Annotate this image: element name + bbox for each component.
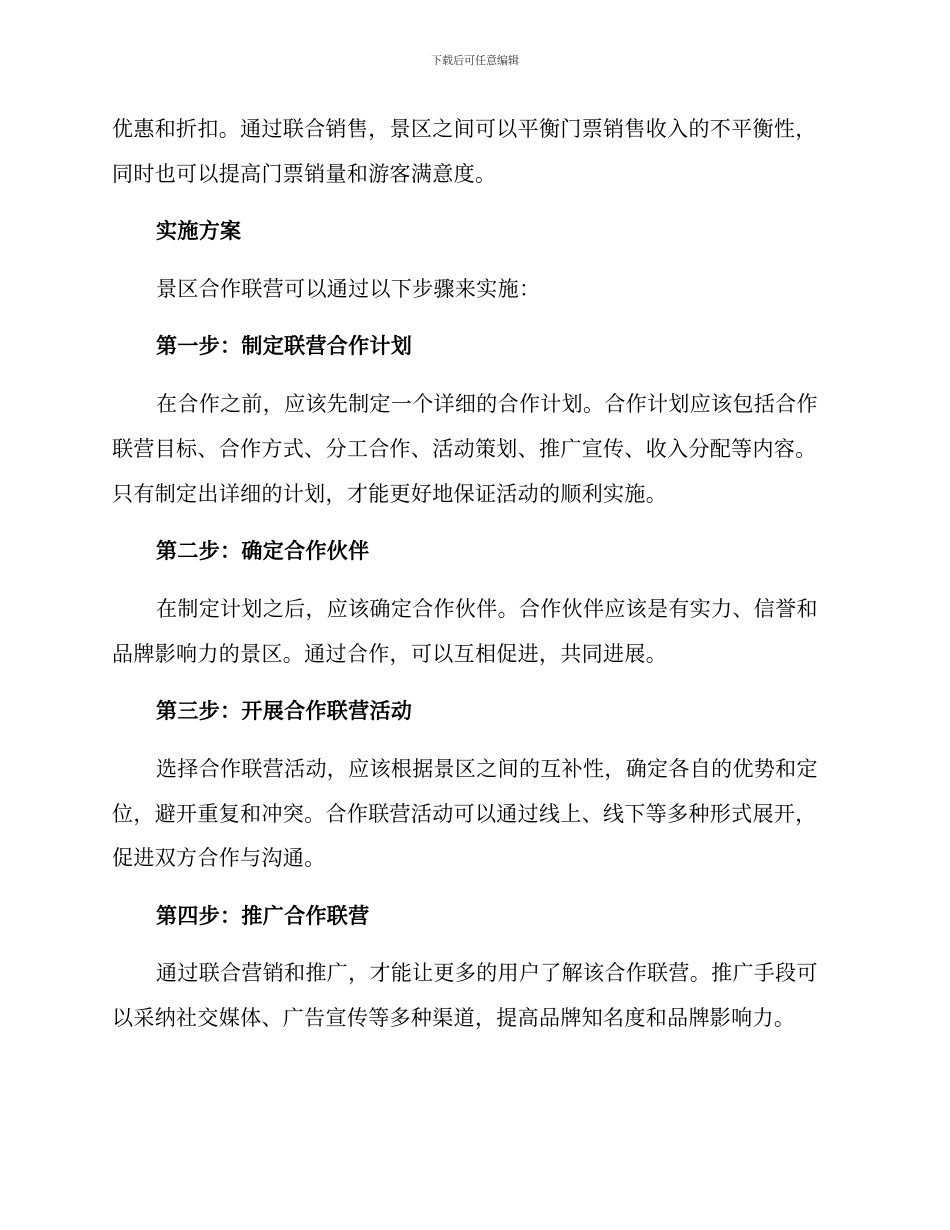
step-heading: 第四步：推广合作联营: [156, 904, 370, 928]
body-line: 联营目标、合作方式、分工合作、活动策划、推广宣传、收入分配等内容。: [112, 437, 817, 461]
body-line: 优惠和折扣。通过联合销售，景区之间可以平衡门票销售收入的不平衡性，: [112, 117, 817, 141]
body-line: 只有制定出详细的计划，才能更好地保证活动的顺利实施。: [112, 482, 668, 506]
body-line: 品牌影响力的景区。通过合作，可以互相促进，共同进展。: [112, 642, 668, 666]
page-header: 下载后可任意编辑: [431, 54, 519, 67]
body-line: 景区合作联营可以通过以下步骤来实施：: [156, 277, 541, 301]
step-heading: 第二步：确定合作伙伴: [156, 539, 370, 563]
body-line: 选择合作联营活动，应该根据景区之间的互补性，确定各自的优势和定: [156, 757, 818, 781]
body-line: 在合作之前，应该先制定一个详细的合作计划。合作计划应该包括合作: [156, 392, 818, 416]
step-heading: 第一步：制定联营合作计划: [156, 334, 413, 358]
body-line: 促进双方合作与沟通。: [112, 846, 326, 870]
body-line: 以采纳社交媒体、广告宣传等多种渠道，提高品牌知名度和品牌影响力。: [112, 1006, 796, 1030]
body-line: 通过联合营销和推广，才能让更多的用户了解该合作联营。推广手段可: [156, 961, 818, 985]
step-heading: 第三步：开展合作联营活动: [156, 699, 413, 723]
body-line: 位，避开重复和冲突。合作联营活动可以通过线上、线下等多种形式展开，: [112, 802, 817, 826]
body-line: 在制定计划之后，应该确定合作伙伴。合作伙伴应该是有实力、信誉和: [156, 597, 818, 621]
section-heading: 实施方案: [156, 219, 242, 243]
body-line: 同时也可以提高门票销量和游客满意度。: [112, 162, 497, 186]
